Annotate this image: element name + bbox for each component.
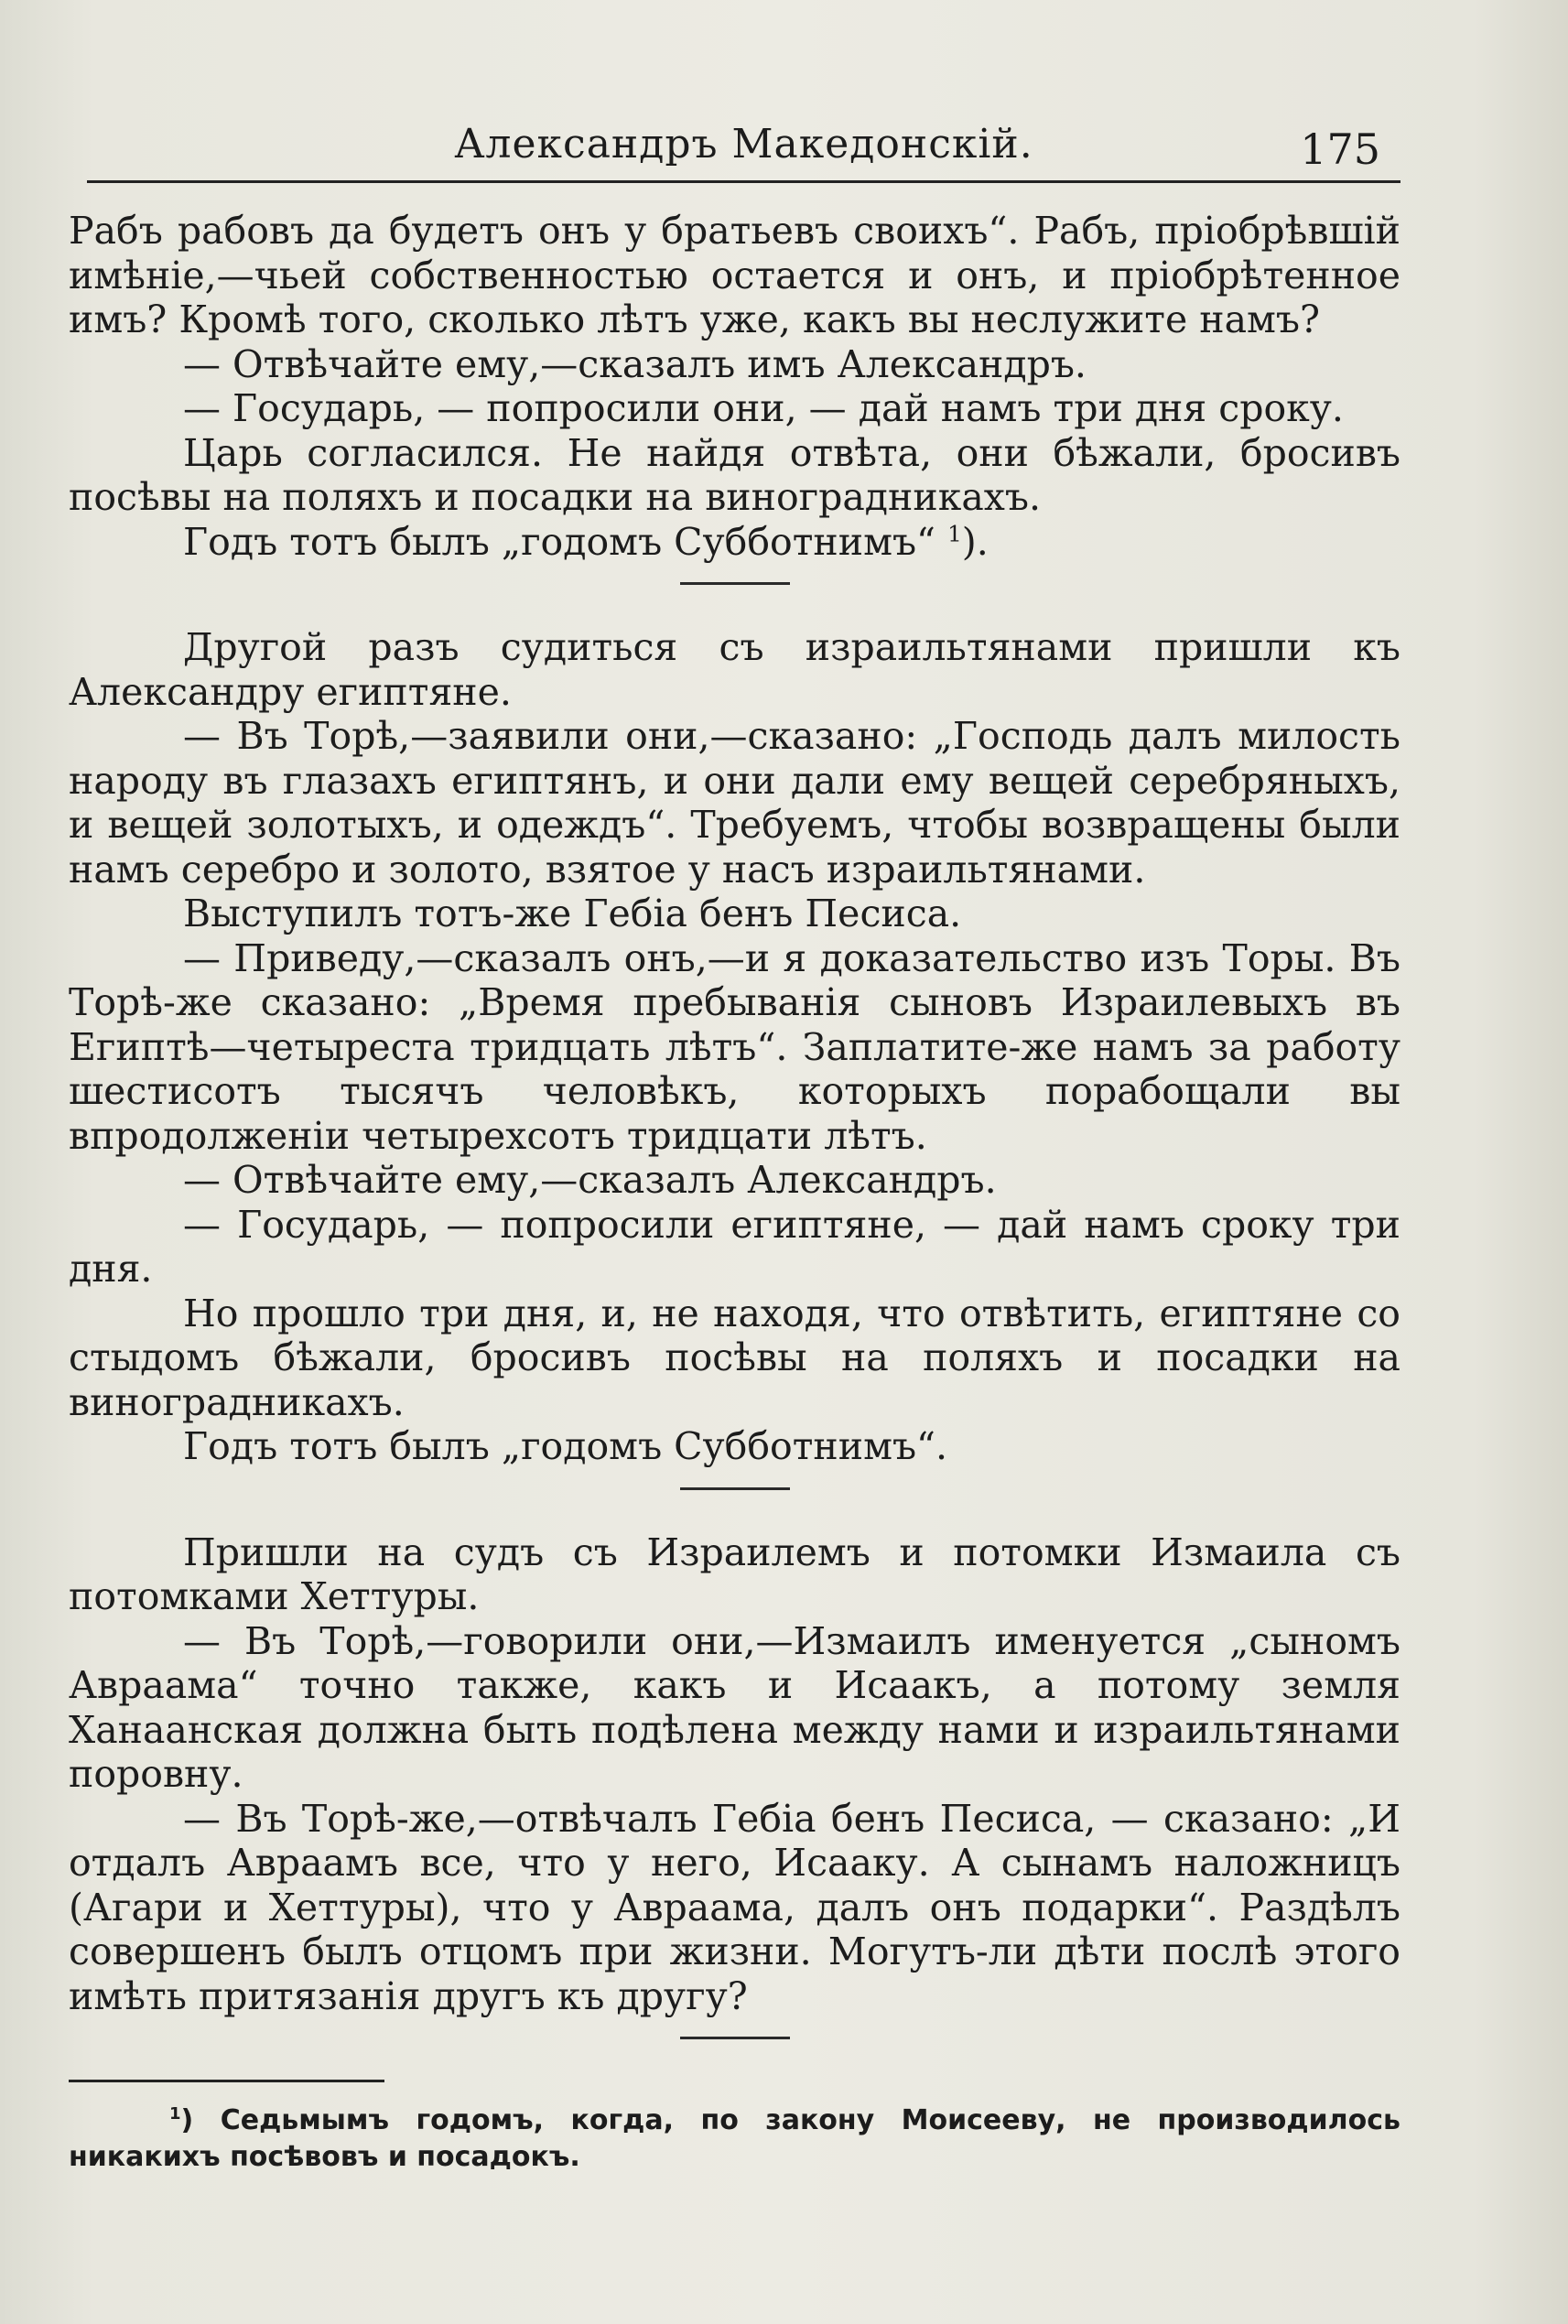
paragraph: Рабъ рабовъ да будетъ онъ у братьевъ своихъ“. Рабъ, пріобрѣвшій имѣніе,—чьей собственностью остается и онъ, и пріобрѣтенное имъ? Кромѣ того, сколько лѣтъ уже, какъ вы неслужите намъ? [69,209,1400,341]
sabbath-tail: ). [961,519,989,564]
footnote-rule [69,2080,384,2082]
paragraph: — Государь, — попросили они, — дай намъ три дня сроку. [183,386,1344,430]
page-body [69,209,1400,2176]
header-rule [87,180,1400,183]
paragraph: — Государь, — попросили египтяне, — дай намъ сроку три дня. [69,1202,1400,1291]
paragraph: Другой разъ судиться съ израильтянами пришли къ Александру египтяне. [69,625,1400,714]
page-header [87,117,1400,183]
section-separator [680,582,790,585]
paragraph: Царь согласился. Не найдя отвѣта, они бѣжали, бросивъ посѣвы на поляхъ и посадки на виноградникахъ. [69,430,1400,519]
paragraph: Годъ тотъ былъ „годомъ Субботнимъ“. [183,1424,948,1468]
paragraph: — Въ Торѣ,—говорили они,—Измаилъ именуется „сыномъ Авраама“ точно также, какъ и Исаакъ, а потому земля Ханаанская должна быть подѣлена между нами и израильтянами поровну. [69,1618,1400,1796]
paragraph: — Приведу,—сказалъ онъ,—и я доказательство изъ Торы. Въ Торѣ-же сказано: „Время пребыванія сыновъ Израилевыхъ въ Египтѣ—четыреста тридцать лѣтъ“. Заплатите-же намъ за работу шестисотъ тысячъ человѣкъ, которыхъ порабощали вы впродолженіи четырехсотъ тридцати лѣтъ. [69,935,1400,1158]
page-number: 175 [1300,124,1380,174]
paragraph: Но прошло три дня, и, не находя, что отвѣтить, египтяне со стыдомъ бѣжали, бросивъ посѣвы на поляхъ и посадки на виноградникахъ. [69,1291,1400,1424]
paragraph: Выступилъ тотъ-же Гебіа бенъ Песиса. [183,892,962,935]
footnote-marker: 1 [169,2104,181,2124]
paragraph: — Отвѣчайте ему,—сказалъ Александръ. [183,1158,997,1202]
sabbath-text: Годъ тотъ былъ „годомъ Субботнимъ“ [183,519,936,564]
paragraph: — Въ Торѣ-же,—отвѣчалъ Гебіа бенъ Песиса, — сказано: „И отдалъ Авраамъ все, что у него, Исааку. А сынамъ наложницъ (Агари и Хеттуры), что у Авраама, далъ онъ подарки“. Раздѣлъ совершенъ былъ отцомъ при жизни. Могутъ-ли дѣти послѣ этого имѣть притязанія другъ къ другу? [69,1796,1400,2018]
paragraph: — Отвѣчайте ему,—сказалъ имъ Александръ. [183,341,1087,386]
section-separator [680,2037,790,2039]
paragraph: Пришли на судъ съ Израилемъ и потомки Измаила съ потомками Хеттуры. [69,1530,1400,1618]
section-separator [680,1487,790,1490]
running-title: Александръ Македонскій. [454,121,1033,168]
footnote [69,2102,1400,2176]
footnote-ref: 1 [947,519,962,546]
paragraph: — Въ Торѣ,—заявили они,—сказано: „Господь далъ милость народу въ глазахъ египтянъ, и они дали ему вещей серебряныхъ, и вещей золотыхъ, и одеждъ“. Требуемъ, чтобы возвращены были намъ серебро и золото, взятое у насъ израильтянами. [69,714,1400,892]
sabbath-line [69,520,1400,565]
footnote-text: ) Седьмымъ годомъ, когда, по закону Моисееву, не производилось никакихъ посѣвовъ и посадокъ. [69,2104,1400,2173]
